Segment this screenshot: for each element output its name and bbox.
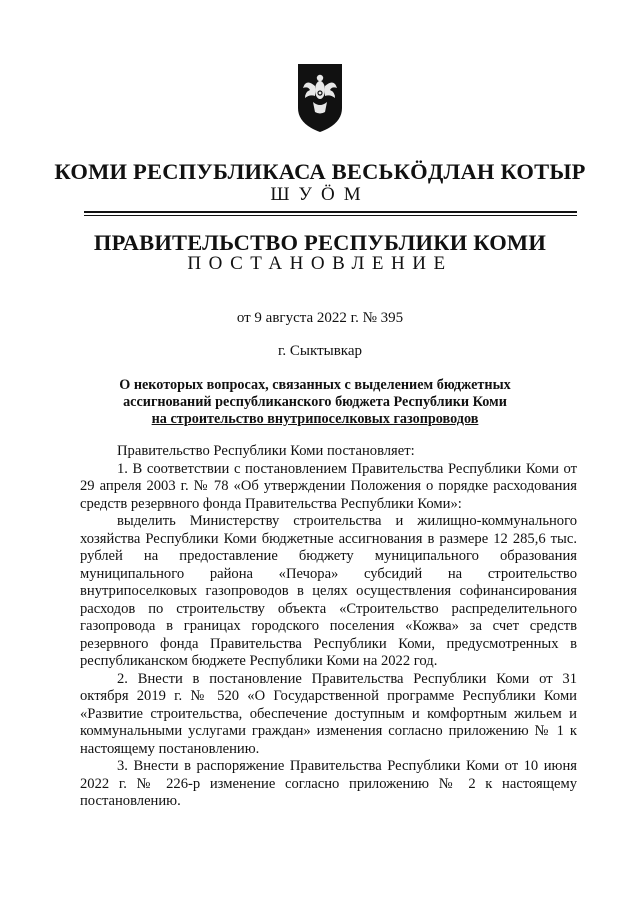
russian-document-type: ПОСТАНОВЛЕНИЕ <box>187 253 453 274</box>
russian-government-title: ПРАВИТЕЛЬСТВО РЕСПУБЛИКИ КОМИ <box>93 230 547 255</box>
paragraph-1-allocation: выделить Министерству строительства и жилищно-коммунального хозяйства Республики Коми бюджетные ассигнования в размере 12 285,6 тыс. рублей на предоставление бюджету муниципального образования муниципального района «Печора» субсидий на строительство внутрипоселковых газопроводов в целях осуществления софинансирования расходов по строительству объекта «Строительство распределительного газопровода в границах городского поселения «Кожва» за счет средств резервного фонда Правительства Республики Коми, предусмотренных в республиканском бюджете Республики Коми на 2022 год. <box>80 513 577 669</box>
komi-document-type: ШУӦМ <box>270 184 370 205</box>
header-divider-thick <box>84 211 577 213</box>
preamble-paragraph: Правительство Республики Коми постановляет: <box>117 443 415 459</box>
komi-government-title: КОМИ РЕСПУБЛИКАСА ВЕСЬКӦДЛАН КОТЫР <box>54 159 586 184</box>
paragraph-1: 1. В соответствии с постановлением Правительства Республики Коми от 29 апреля 2003 г. № 78 «Об утверждении Положения о порядке расходования средств резервного фонда Правительства Республики Коми»: <box>80 460 577 512</box>
subject-line-3: на строительство внутрипоселковых газопроводов <box>151 411 479 427</box>
coat-of-arms-komi-icon <box>296 62 344 134</box>
document-city: г. Сыктывкар <box>277 343 363 359</box>
subject-line-1: О некоторых вопросах, связанных с выделением бюджетных <box>119 377 511 393</box>
document-date-number: от 9 августа 2022 г. № 395 <box>236 310 404 326</box>
subject-line-2: ассигнований республиканского бюджета Республики Коми <box>123 394 507 410</box>
header-divider-thin <box>84 215 577 216</box>
coat-of-arms-emblem <box>296 62 344 134</box>
document-subject <box>100 377 530 428</box>
paragraph-2: 2. Внести в постановление Правительства Республики Коми от 31 октября 2019 г. № 520 «О Государственной программе Республики Коми «Развитие строительства, обеспечение доступным и комфортным жильем и коммунальными услугами граждан» изменения согласно приложению № 1 к настоящему постановлению. <box>80 670 577 757</box>
document-body <box>80 443 577 811</box>
paragraph-3: 3. Внести в распоряжение Правительства Республики Коми от 10 июня 2022 г. № 226-р изменение согласно приложению № 2 к настоящему постановлению. <box>80 758 577 809</box>
